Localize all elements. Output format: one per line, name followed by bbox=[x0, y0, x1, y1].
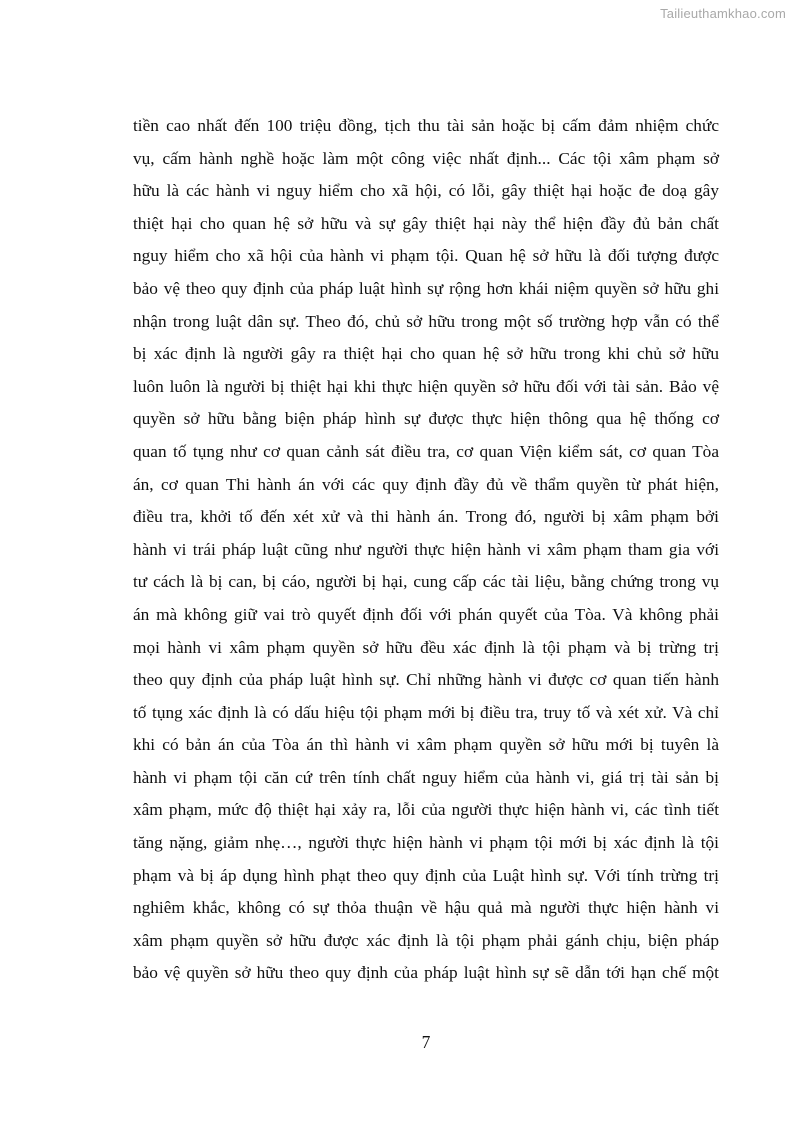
text-line: hành vi trái pháp luật cũng như người thực hiện hành vi xâm phạm tham gia với bbox=[133, 539, 719, 559]
text-line: tiền cao nhất đến 100 triệu đồng, tịch thu tài sản hoặc bị cấm đảm nhiệm chức bbox=[133, 116, 719, 135]
body-text bbox=[133, 110, 719, 990]
watermark-text: Tailieuthamkhao.com bbox=[660, 6, 786, 21]
text-line: điều tra, khởi tố đến xét xử và thi hành án. Trong đó, người bị xâm phạm bởi bbox=[133, 507, 719, 527]
text-line: nhận trong luật dân sự. Theo đó, chủ sở hữu trong một số trường hợp vẫn có thể bbox=[133, 311, 719, 331]
text-line: quan tố tụng như cơ quan cảnh sát điều tra, cơ quan Viện kiểm sát, cơ quan Tòa bbox=[133, 441, 719, 461]
text-line: khi có bản án của Tòa án thì hành vi xâm phạm quyền sở hữu mới bị tuyên là bbox=[133, 735, 719, 755]
text-line: hữu là các hành vi nguy hiểm cho xã hội, có lỗi, gây thiệt hại hoặc đe doạ gây bbox=[133, 181, 719, 201]
text-line: theo quy định của pháp luật hình sự. Chỉ những hành vi được cơ quan tiến hành bbox=[133, 670, 719, 690]
text-line: mọi hành vi xâm phạm quyền sở hữu đều xác định là tội phạm và bị trừng trị bbox=[133, 637, 719, 657]
text-line: án, cơ quan Thi hành án với các quy định đầy đủ về thẩm quyền từ phát hiện, bbox=[133, 474, 719, 494]
text-line: vụ, cấm hành nghề hoặc làm một công việc nhất định... Các tội xâm phạm sở bbox=[133, 148, 719, 168]
text-line: xâm phạm, mức độ thiệt hại xảy ra, lỗi của người thực hiện hành vi, các tình tiết bbox=[133, 800, 719, 820]
text-line: thiệt hại cho quan hệ sở hữu và sự gây thiệt hại này thể hiện đầy đủ bản chất bbox=[133, 213, 719, 233]
text-line: tố tụng xác định là có dấu hiệu tội phạm mới bị điều tra, truy tố và xét xử. Và chỉ bbox=[133, 702, 719, 722]
text-line: hành vi phạm tội căn cứ trên tính chất nguy hiểm của hành vi, giá trị tài sản bị bbox=[133, 767, 719, 787]
text-line: quyền sở hữu bằng biện pháp hình sự được thực hiện thông qua hệ thống cơ bbox=[133, 409, 719, 429]
page-number: 7 bbox=[421, 1032, 431, 1052]
text-line: tăng nặng, giảm nhẹ…, người thực hiện hành vi phạm tội mới bị xác định là tội bbox=[133, 833, 719, 853]
text-line: nghiêm khắc, không có sự thỏa thuận về hậu quả mà người thực hiện hành vi bbox=[133, 898, 719, 918]
text-line: phạm và bị áp dụng hình phạt theo quy định của Luật hình sự. Với tính trừng trị bbox=[133, 865, 719, 885]
text-line: bảo vệ theo quy định của pháp luật hình sự rộng hơn khái niệm quyền sở hữu ghi bbox=[133, 278, 719, 298]
text-line: xâm phạm quyền sở hữu được xác định là tội phạm phải gánh chịu, biện pháp bbox=[133, 930, 719, 950]
text-line: án mà không giữ vai trò quyết định đối với phán quyết của Tòa. Và không phải bbox=[133, 604, 719, 624]
text-line: bị xác định là người gây ra thiệt hại cho quan hệ sở hữu trong khi chủ sở hữu bbox=[133, 344, 719, 364]
text-line: tư cách là bị can, bị cáo, người bị hại, cung cấp các tài liệu, bằng chứng trong vụ bbox=[133, 572, 719, 592]
text-line: luôn luôn là người bị thiệt hại khi thực hiện quyền sở hữu đối với tài sản. Bảo vệ bbox=[133, 376, 719, 396]
text-line: nguy hiểm cho xã hội của hành vi phạm tội. Quan hệ sở hữu là đối tượng được bbox=[133, 246, 719, 266]
text-line: bảo vệ quyền sở hữu theo quy định của pháp luật hình sự sẽ dẫn tới hạn chế một bbox=[133, 963, 719, 983]
